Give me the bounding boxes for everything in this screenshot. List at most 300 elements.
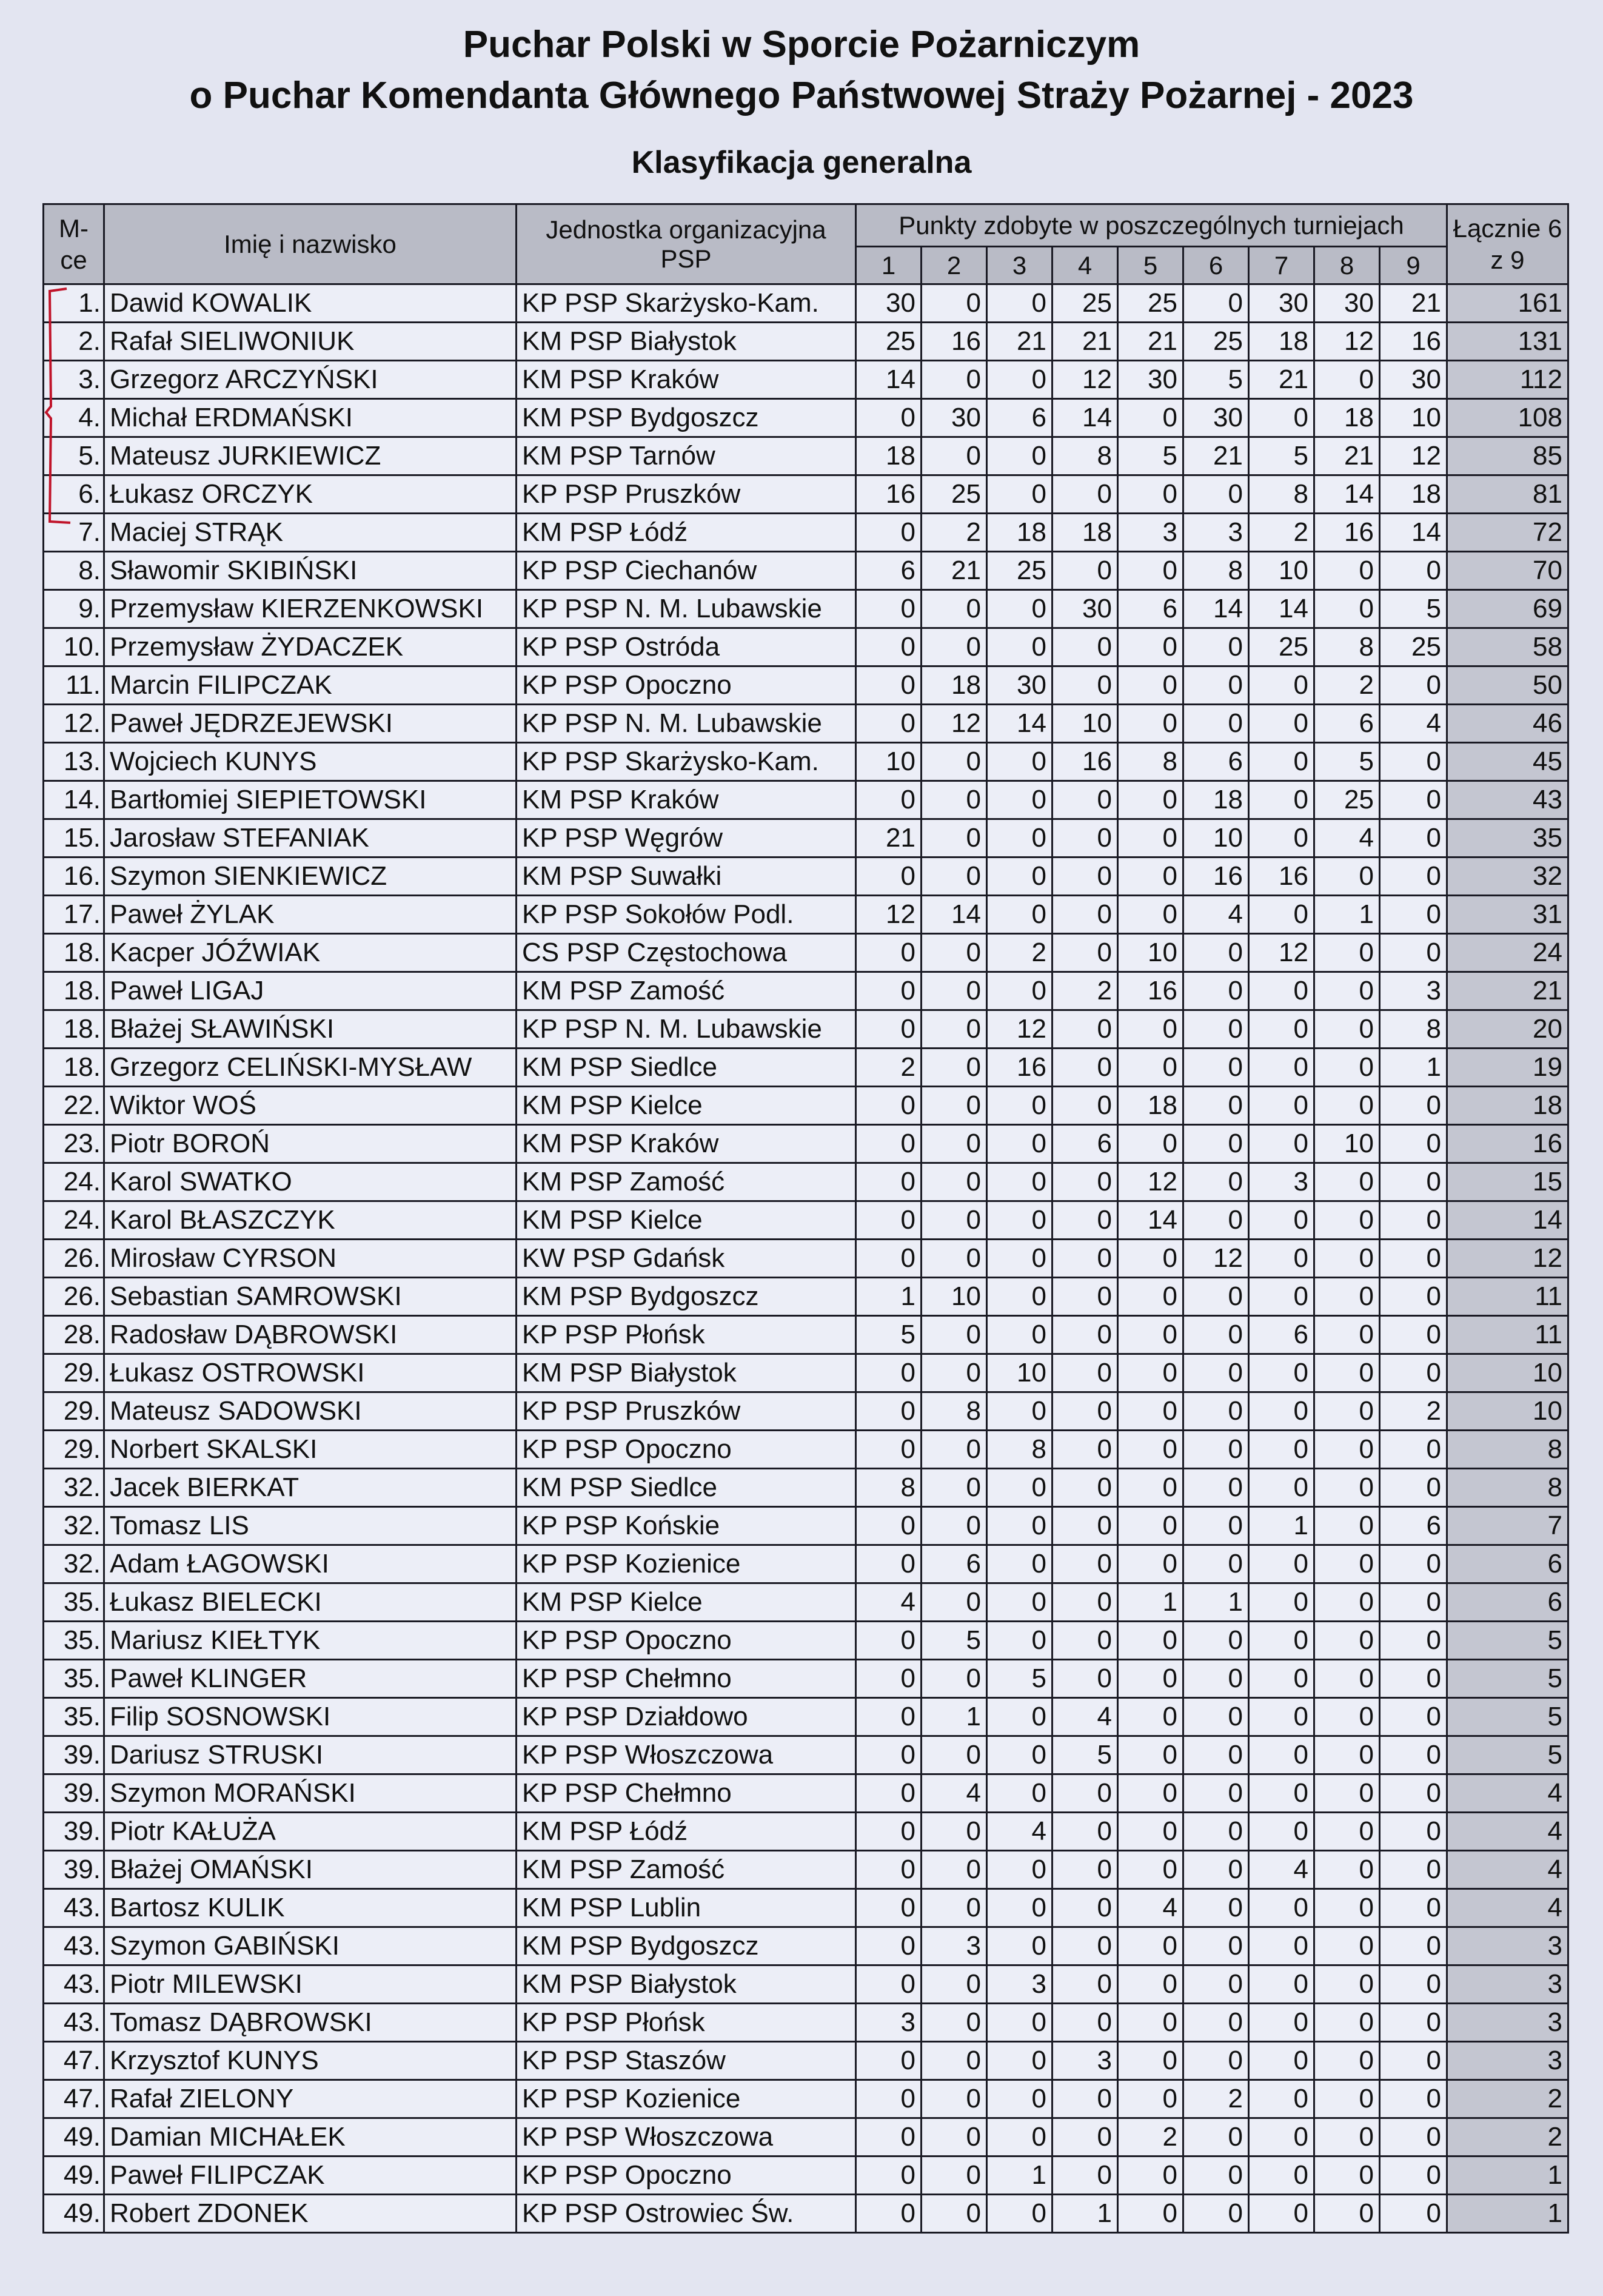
points-cell-t7: 0 [1249, 2157, 1314, 2195]
points-cell-t3: 10 [987, 1354, 1052, 1392]
header-name: Imię i nazwisko [104, 204, 517, 284]
points-cell-t1: 0 [856, 1660, 922, 1698]
unit-cell: KM PSP Białystok [517, 323, 856, 361]
points-cell-t9: 0 [1380, 1545, 1447, 1583]
points-cell-t2: 25 [922, 475, 987, 514]
unit-cell: KP PSP Opoczno [517, 2157, 856, 2195]
unit-cell: KM PSP Siedlce [517, 1469, 856, 1507]
total-cell: 131 [1447, 323, 1568, 361]
points-cell-t1: 0 [856, 1889, 922, 1927]
points-cell-t8: 0 [1314, 2004, 1380, 2042]
points-cell-t7: 0 [1249, 1469, 1314, 1507]
table-row [44, 361, 1568, 399]
points-cell-t5: 0 [1118, 1278, 1183, 1316]
points-cell-t1: 0 [856, 1545, 922, 1583]
points-cell-t6: 0 [1183, 1545, 1249, 1583]
points-cell-t8: 0 [1314, 1469, 1380, 1507]
points-cell-t6: 4 [1183, 896, 1249, 934]
name-cell: Wiktor WOŚ [104, 1087, 517, 1125]
points-cell-t1: 0 [856, 1354, 922, 1392]
points-cell-t9: 0 [1380, 1736, 1447, 1774]
points-cell-t3: 12 [987, 1010, 1052, 1049]
points-cell-t1: 0 [856, 399, 922, 437]
place-cell: 32. [44, 1469, 104, 1507]
points-cell-t2: 0 [922, 361, 987, 399]
points-cell-t6: 30 [1183, 399, 1249, 437]
points-cell-t9: 0 [1380, 1813, 1447, 1851]
total-cell: 19 [1447, 1049, 1568, 1087]
points-cell-t6: 0 [1183, 1927, 1249, 1965]
points-cell-t8: 30 [1314, 284, 1380, 323]
points-cell-t4: 0 [1052, 1813, 1118, 1851]
points-cell-t1: 0 [856, 1431, 922, 1469]
header-tournament-9: 9 [1380, 247, 1447, 284]
points-cell-t4: 0 [1052, 1049, 1118, 1087]
name-cell: Filip SOSNOWSKI [104, 1698, 517, 1736]
points-cell-t2: 10 [922, 1278, 987, 1316]
points-cell-t4: 16 [1052, 743, 1118, 781]
place-cell: 29. [44, 1431, 104, 1469]
points-cell-t2: 0 [922, 1583, 987, 1622]
points-cell-t7: 0 [1249, 1431, 1314, 1469]
points-cell-t1: 0 [856, 2118, 922, 2157]
points-cell-t1: 25 [856, 323, 922, 361]
total-cell: 3 [1447, 1927, 1568, 1965]
place-cell: 47. [44, 2042, 104, 2080]
points-cell-t9: 0 [1380, 781, 1447, 819]
table-row [44, 1240, 1568, 1278]
table-row [44, 399, 1568, 437]
points-cell-t9: 1 [1380, 1049, 1447, 1087]
table-row [44, 972, 1568, 1010]
points-cell-t3: 0 [987, 1392, 1052, 1431]
points-cell-t1: 16 [856, 475, 922, 514]
name-cell: Tomasz LIS [104, 1507, 517, 1545]
points-cell-t6: 0 [1183, 2042, 1249, 2080]
points-cell-t4: 0 [1052, 2157, 1118, 2195]
total-cell: 72 [1447, 514, 1568, 552]
place-cell: 18. [44, 1010, 104, 1049]
points-cell-t9: 0 [1380, 1163, 1447, 1201]
place-cell: 43. [44, 2004, 104, 2042]
points-cell-t2: 0 [922, 437, 987, 475]
points-cell-t2: 0 [922, 1125, 987, 1163]
points-cell-t5: 0 [1118, 1660, 1183, 1698]
name-cell: Robert ZDONEK [104, 2195, 517, 2233]
points-cell-t9: 0 [1380, 1201, 1447, 1240]
table-row [44, 1545, 1568, 1583]
points-cell-t2: 0 [922, 781, 987, 819]
points-cell-t6: 8 [1183, 552, 1249, 590]
points-cell-t5: 0 [1118, 1125, 1183, 1163]
points-cell-t1: 0 [856, 1201, 922, 1240]
name-cell: Adam ŁAGOWSKI [104, 1545, 517, 1583]
points-cell-t9: 0 [1380, 896, 1447, 934]
points-cell-t8: 0 [1314, 1354, 1380, 1392]
points-cell-t1: 0 [856, 1125, 922, 1163]
points-cell-t3: 0 [987, 361, 1052, 399]
points-cell-t3: 0 [987, 896, 1052, 934]
points-cell-t1: 14 [856, 361, 922, 399]
points-cell-t5: 25 [1118, 284, 1183, 323]
name-cell: Przemysław KIERZENKOWSKI [104, 590, 517, 628]
place-cell: 49. [44, 2118, 104, 2157]
points-cell-t8: 0 [1314, 1507, 1380, 1545]
points-cell-t3: 0 [987, 972, 1052, 1010]
total-cell: 5 [1447, 1622, 1568, 1660]
name-cell: Rafał SIELIWONIUK [104, 323, 517, 361]
table-row [44, 2118, 1568, 2157]
table-row [44, 1583, 1568, 1622]
points-cell-t3: 2 [987, 934, 1052, 972]
points-cell-t5: 0 [1118, 666, 1183, 705]
points-cell-t8: 0 [1314, 1049, 1380, 1087]
points-cell-t7: 5 [1249, 437, 1314, 475]
points-cell-t3: 0 [987, 1507, 1052, 1545]
table-row [44, 1049, 1568, 1087]
points-cell-t9: 0 [1380, 1889, 1447, 1927]
points-cell-t1: 0 [856, 2042, 922, 2080]
points-cell-t6: 0 [1183, 705, 1249, 743]
points-cell-t6: 0 [1183, 1201, 1249, 1240]
points-cell-t2: 0 [922, 2157, 987, 2195]
points-cell-t3: 0 [987, 284, 1052, 323]
points-cell-t8: 0 [1314, 1240, 1380, 1278]
points-cell-t9: 0 [1380, 1698, 1447, 1736]
points-cell-t5: 0 [1118, 475, 1183, 514]
points-cell-t5: 0 [1118, 1049, 1183, 1087]
name-cell: Szymon SIENKIEWICZ [104, 858, 517, 896]
total-cell: 81 [1447, 475, 1568, 514]
points-cell-t4: 0 [1052, 666, 1118, 705]
points-cell-t4: 0 [1052, 2004, 1118, 2042]
points-cell-t7: 0 [1249, 1278, 1314, 1316]
unit-cell: KM PSP Kraków [517, 781, 856, 819]
unit-cell: KP PSP Pruszków [517, 1392, 856, 1431]
place-cell: 16. [44, 858, 104, 896]
points-cell-t4: 3 [1052, 2042, 1118, 2080]
total-cell: 7 [1447, 1507, 1568, 1545]
name-cell: Kacper JÓŹWIAK [104, 934, 517, 972]
points-cell-t4: 0 [1052, 628, 1118, 666]
points-cell-t8: 0 [1314, 1660, 1380, 1698]
points-cell-t7: 0 [1249, 399, 1314, 437]
points-cell-t6: 18 [1183, 781, 1249, 819]
header-tournament-8: 8 [1314, 247, 1380, 284]
points-cell-t7: 0 [1249, 1010, 1314, 1049]
points-cell-t3: 30 [987, 666, 1052, 705]
classification-table [42, 203, 1569, 2234]
points-cell-t2: 0 [922, 972, 987, 1010]
points-cell-t1: 0 [856, 628, 922, 666]
points-cell-t9: 18 [1380, 475, 1447, 514]
points-cell-t8: 0 [1314, 972, 1380, 1010]
points-cell-t8: 0 [1314, 1392, 1380, 1431]
total-cell: 112 [1447, 361, 1568, 399]
points-cell-t9: 0 [1380, 1316, 1447, 1354]
points-cell-t6: 21 [1183, 437, 1249, 475]
total-cell: 24 [1447, 934, 1568, 972]
points-cell-t6: 0 [1183, 475, 1249, 514]
unit-cell: KP PSP Płońsk [517, 2004, 856, 2042]
points-cell-t1: 0 [856, 1622, 922, 1660]
total-cell: 4 [1447, 1774, 1568, 1813]
points-cell-t2: 21 [922, 552, 987, 590]
unit-cell: KP PSP Ostrowiec Św. [517, 2195, 856, 2233]
points-cell-t8: 0 [1314, 1545, 1380, 1583]
points-cell-t5: 0 [1118, 1622, 1183, 1660]
total-cell: 45 [1447, 743, 1568, 781]
points-cell-t2: 0 [922, 743, 987, 781]
name-cell: Michał ERDMAŃSKI [104, 399, 517, 437]
points-cell-t1: 0 [856, 666, 922, 705]
points-cell-t1: 0 [856, 1392, 922, 1431]
total-cell: 3 [1447, 2004, 1568, 2042]
points-cell-t2: 0 [922, 1049, 987, 1087]
points-cell-t6: 0 [1183, 1851, 1249, 1889]
points-cell-t9: 10 [1380, 399, 1447, 437]
points-cell-t5: 0 [1118, 2157, 1183, 2195]
name-cell: Szymon MORAŃSKI [104, 1774, 517, 1813]
points-cell-t9: 0 [1380, 2042, 1447, 2080]
total-cell: 11 [1447, 1278, 1568, 1316]
points-cell-t5: 0 [1118, 1240, 1183, 1278]
points-cell-t8: 0 [1314, 1736, 1380, 1774]
points-cell-t6: 0 [1183, 972, 1249, 1010]
points-cell-t2: 30 [922, 399, 987, 437]
points-cell-t3: 0 [987, 1163, 1052, 1201]
points-cell-t2: 0 [922, 1316, 987, 1354]
points-cell-t2: 0 [922, 590, 987, 628]
unit-cell: KM PSP Tarnów [517, 437, 856, 475]
points-cell-t5: 0 [1118, 819, 1183, 858]
points-cell-t8: 0 [1314, 1889, 1380, 1927]
points-cell-t9: 0 [1380, 934, 1447, 972]
points-cell-t8: 0 [1314, 2157, 1380, 2195]
place-cell: 39. [44, 1813, 104, 1851]
points-cell-t6: 25 [1183, 323, 1249, 361]
points-cell-t7: 0 [1249, 2195, 1314, 2233]
total-cell: 50 [1447, 666, 1568, 705]
name-cell: Mirosław CYRSON [104, 1240, 517, 1278]
points-cell-t2: 0 [922, 1087, 987, 1125]
points-cell-t4: 0 [1052, 1583, 1118, 1622]
points-cell-t1: 10 [856, 743, 922, 781]
unit-cell: KM PSP Kielce [517, 1087, 856, 1125]
points-cell-t9: 0 [1380, 1774, 1447, 1813]
points-cell-t2: 0 [922, 934, 987, 972]
table-row [44, 514, 1568, 552]
header-tournament-1: 1 [856, 247, 922, 284]
table-row [44, 1622, 1568, 1660]
points-cell-t3: 0 [987, 1240, 1052, 1278]
unit-cell: KW PSP Gdańsk [517, 1240, 856, 1278]
total-cell: 5 [1447, 1698, 1568, 1736]
points-cell-t8: 6 [1314, 705, 1380, 743]
points-cell-t7: 0 [1249, 1774, 1314, 1813]
total-cell: 4 [1447, 1813, 1568, 1851]
header-total: Łącznie 6 z 9 [1447, 204, 1568, 284]
points-cell-t7: 16 [1249, 858, 1314, 896]
table-row [44, 858, 1568, 896]
points-cell-t1: 18 [856, 437, 922, 475]
points-cell-t8: 0 [1314, 1774, 1380, 1813]
points-cell-t7: 0 [1249, 1813, 1314, 1851]
table-row [44, 1163, 1568, 1201]
points-cell-t4: 0 [1052, 1240, 1118, 1278]
points-cell-t3: 0 [987, 475, 1052, 514]
points-cell-t5: 0 [1118, 781, 1183, 819]
points-cell-t3: 0 [987, 628, 1052, 666]
total-cell: 10 [1447, 1354, 1568, 1392]
total-cell: 20 [1447, 1010, 1568, 1049]
points-cell-t8: 4 [1314, 819, 1380, 858]
table-row [44, 1010, 1568, 1049]
points-cell-t3: 25 [987, 552, 1052, 590]
points-cell-t3: 0 [987, 1698, 1052, 1736]
table-row [44, 1278, 1568, 1316]
unit-cell: KP PSP Skarżysko-Kam. [517, 743, 856, 781]
points-cell-t8: 0 [1314, 1431, 1380, 1469]
place-cell: 10. [44, 628, 104, 666]
points-cell-t1: 0 [856, 705, 922, 743]
place-cell: 23. [44, 1125, 104, 1163]
place-cell: 4. [44, 399, 104, 437]
place-cell: 43. [44, 1965, 104, 2004]
table-row [44, 2195, 1568, 2233]
points-cell-t9: 0 [1380, 1469, 1447, 1507]
points-cell-t4: 0 [1052, 1851, 1118, 1889]
points-cell-t3: 16 [987, 1049, 1052, 1087]
table-row [44, 2157, 1568, 2195]
points-cell-t4: 0 [1052, 1927, 1118, 1965]
total-cell: 58 [1447, 628, 1568, 666]
points-cell-t4: 21 [1052, 323, 1118, 361]
points-cell-t1: 0 [856, 514, 922, 552]
points-cell-t1: 0 [856, 972, 922, 1010]
place-cell: 24. [44, 1163, 104, 1201]
points-cell-t7: 21 [1249, 361, 1314, 399]
points-cell-t8: 1 [1314, 896, 1380, 934]
name-cell: Mateusz SADOWSKI [104, 1392, 517, 1431]
points-cell-t5: 0 [1118, 896, 1183, 934]
header-tournament-2: 2 [922, 247, 987, 284]
points-cell-t5: 5 [1118, 437, 1183, 475]
points-cell-t6: 0 [1183, 1049, 1249, 1087]
points-cell-t6: 0 [1183, 1316, 1249, 1354]
place-cell: 35. [44, 1660, 104, 1698]
place-cell: 32. [44, 1545, 104, 1583]
points-cell-t9: 30 [1380, 361, 1447, 399]
points-cell-t2: 0 [922, 858, 987, 896]
points-cell-t1: 0 [856, 934, 922, 972]
points-cell-t9: 14 [1380, 514, 1447, 552]
place-cell: 39. [44, 1774, 104, 1813]
points-cell-t3: 0 [987, 1469, 1052, 1507]
points-cell-t7: 1 [1249, 1507, 1314, 1545]
table-row [44, 437, 1568, 475]
points-cell-t5: 0 [1118, 628, 1183, 666]
points-cell-t4: 0 [1052, 1087, 1118, 1125]
points-cell-t5: 0 [1118, 2004, 1183, 2042]
points-cell-t4: 0 [1052, 934, 1118, 972]
points-cell-t3: 0 [987, 743, 1052, 781]
points-cell-t9: 0 [1380, 2118, 1447, 2157]
points-cell-t5: 6 [1118, 590, 1183, 628]
total-cell: 108 [1447, 399, 1568, 437]
points-cell-t5: 0 [1118, 552, 1183, 590]
points-cell-t3: 3 [987, 1965, 1052, 2004]
points-cell-t9: 3 [1380, 972, 1447, 1010]
points-cell-t6: 0 [1183, 1774, 1249, 1813]
points-cell-t5: 21 [1118, 323, 1183, 361]
points-cell-t7: 0 [1249, 1087, 1314, 1125]
points-cell-t3: 0 [987, 2004, 1052, 2042]
points-cell-t2: 0 [922, 819, 987, 858]
table-row [44, 1660, 1568, 1698]
header-tournament-5: 5 [1118, 247, 1183, 284]
points-cell-t5: 2 [1118, 2118, 1183, 2157]
points-cell-t8: 0 [1314, 1851, 1380, 1889]
points-cell-t1: 0 [856, 1010, 922, 1049]
name-cell: Krzysztof KUNYS [104, 2042, 517, 2080]
points-cell-t7: 0 [1249, 2118, 1314, 2157]
place-cell: 39. [44, 1851, 104, 1889]
points-cell-t4: 0 [1052, 552, 1118, 590]
points-cell-t3: 4 [987, 1813, 1052, 1851]
points-cell-t3: 0 [987, 819, 1052, 858]
total-cell: 6 [1447, 1583, 1568, 1622]
name-cell: Karol SWATKO [104, 1163, 517, 1201]
points-cell-t2: 14 [922, 896, 987, 934]
points-cell-t3: 0 [987, 2118, 1052, 2157]
points-cell-t3: 18 [987, 514, 1052, 552]
unit-cell: KM PSP Bydgoszcz [517, 1278, 856, 1316]
table-row [44, 2004, 1568, 2042]
points-cell-t4: 0 [1052, 475, 1118, 514]
unit-cell: KM PSP Zamość [517, 1163, 856, 1201]
points-cell-t4: 0 [1052, 1545, 1118, 1583]
points-cell-t1: 3 [856, 2004, 922, 2042]
points-cell-t7: 0 [1249, 743, 1314, 781]
points-cell-t1: 0 [856, 1736, 922, 1774]
place-cell: 29. [44, 1392, 104, 1431]
points-cell-t6: 0 [1183, 1889, 1249, 1927]
unit-cell: KM PSP Łódź [517, 514, 856, 552]
points-cell-t6: 0 [1183, 2004, 1249, 2042]
points-cell-t5: 0 [1118, 1736, 1183, 1774]
table-row [44, 2042, 1568, 2080]
points-cell-t5: 0 [1118, 705, 1183, 743]
points-cell-t4: 0 [1052, 896, 1118, 934]
points-cell-t7: 0 [1249, 1545, 1314, 1583]
points-cell-t7: 0 [1249, 1927, 1314, 1965]
points-cell-t5: 0 [1118, 1965, 1183, 2004]
header-tournament-3: 3 [987, 247, 1052, 284]
total-cell: 21 [1447, 972, 1568, 1010]
points-cell-t8: 0 [1314, 361, 1380, 399]
table-row [44, 323, 1568, 361]
total-cell: 43 [1447, 781, 1568, 819]
points-cell-t6: 0 [1183, 2195, 1249, 2233]
points-cell-t3: 0 [987, 1545, 1052, 1583]
table-row [44, 1431, 1568, 1469]
table-row [44, 819, 1568, 858]
name-cell: Karol BŁASZCZYK [104, 1201, 517, 1240]
points-cell-t7: 18 [1249, 323, 1314, 361]
points-cell-t6: 0 [1183, 1392, 1249, 1431]
points-cell-t6: 5 [1183, 361, 1249, 399]
